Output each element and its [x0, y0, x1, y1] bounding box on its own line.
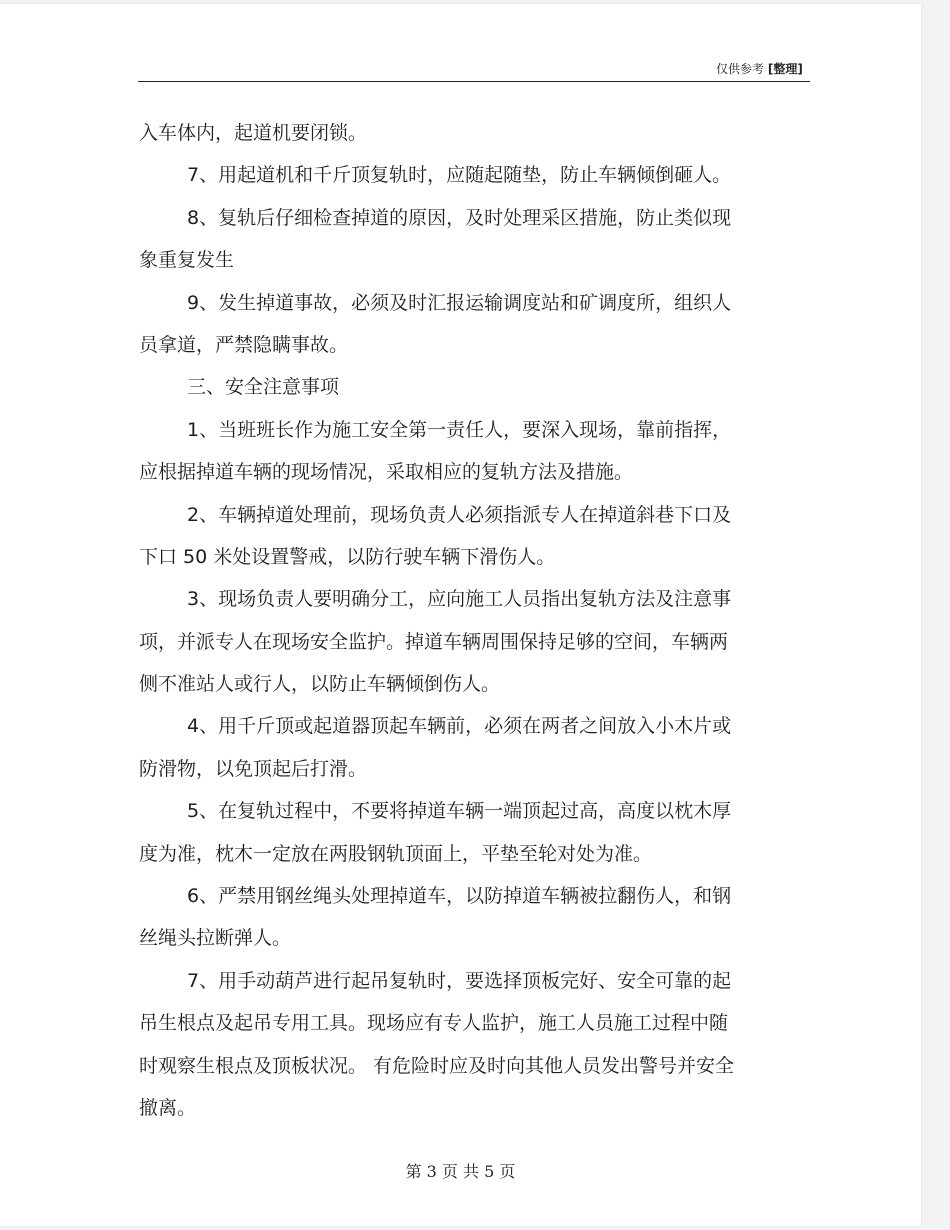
- body-text-line: 6、严禁用钢丝绳头处理掉道车，以防掉道车辆被拉翻伤人，和钢: [187, 885, 732, 908]
- body-text-line: 撤离。: [139, 1096, 197, 1119]
- header-divider: [138, 81, 810, 82]
- body-text-line: 2、车辆掉道处理前，现场负责人必须指派专人在掉道斜巷下口及: [187, 503, 732, 526]
- header-label: 仅供参考: [716, 62, 765, 76]
- body-text-line: 8、复轨后仔细检查掉道的原因，及时处理采区措施，防止类似现: [187, 206, 732, 229]
- document-body: [139, 112, 799, 1129]
- body-text-line: 下口 50 米处设置警戒，以防行驶车辆下滑伤人。: [139, 545, 556, 568]
- body-text-line: 1、当班班长作为施工安全第一责任人，要深入现场，靠前指挥，: [187, 418, 732, 441]
- body-text-line: 时观察生根点及顶板状况。 有危险时应及时向其他人员发出警号并安全: [139, 1054, 735, 1077]
- page-number-footer: 第 3 页 共 5 页: [405, 1162, 516, 1181]
- body-text-line: 度为准，枕木一定放在两股钢轨顶面上，平垫至轮对处为准。: [139, 842, 653, 865]
- body-text-line: 员拿道，严禁隐瞒事故。: [139, 333, 349, 356]
- body-text-line: 7、用手动葫芦进行起吊复轨时，要选择顶板完好、安全可靠的起: [187, 969, 732, 992]
- body-text-line: 应根据掉道车辆的现场情况，采取相应的复轨方法及措施。: [139, 461, 634, 484]
- body-text-line: 7、用起道机和千斤顶复轨时，应随起随垫，防止车辆倾倒砸人。: [187, 164, 732, 187]
- body-text-line: 象重复发生: [139, 249, 235, 272]
- body-text-line: 防滑物，以免顶起后打滑。: [139, 757, 368, 780]
- body-text-line: 9、发生掉道事故，必须及时汇报运输调度站和矿调度所，组织人: [187, 291, 732, 314]
- body-text-line: 吊生根点及起吊专用工具。现场应有专人监护，施工人员施工过程中随: [139, 1012, 729, 1035]
- body-text-line: 丝绳头拉断弹人。: [139, 927, 292, 950]
- body-text-line: 项，并派专人在现场安全监护。掉道车辆周围保持足够的空间，车辆两: [139, 630, 729, 653]
- body-text-line: 3、现场负责人要明确分工，应向施工人员指出复轨方法及注意事: [187, 588, 732, 611]
- body-text-line: 5、在复轨过程中，不要将掉道车辆一端顶起过高，高度以枕木厚: [187, 800, 732, 823]
- body-text-line: 三、安全注意事项: [187, 376, 340, 399]
- body-text-line: 4、用千斤顶或起道器顶起车辆前，必须在两者之间放入小木片或: [187, 715, 732, 738]
- document-page: [0, 4, 921, 1226]
- body-text-line: 侧不准站人或行人，以防止车辆倾倒伤人。: [139, 673, 501, 696]
- page-header: [716, 60, 803, 77]
- body-text-line: 入车体内，起道机要闭锁。: [139, 122, 368, 144]
- header-tag: [整理]: [767, 62, 803, 76]
